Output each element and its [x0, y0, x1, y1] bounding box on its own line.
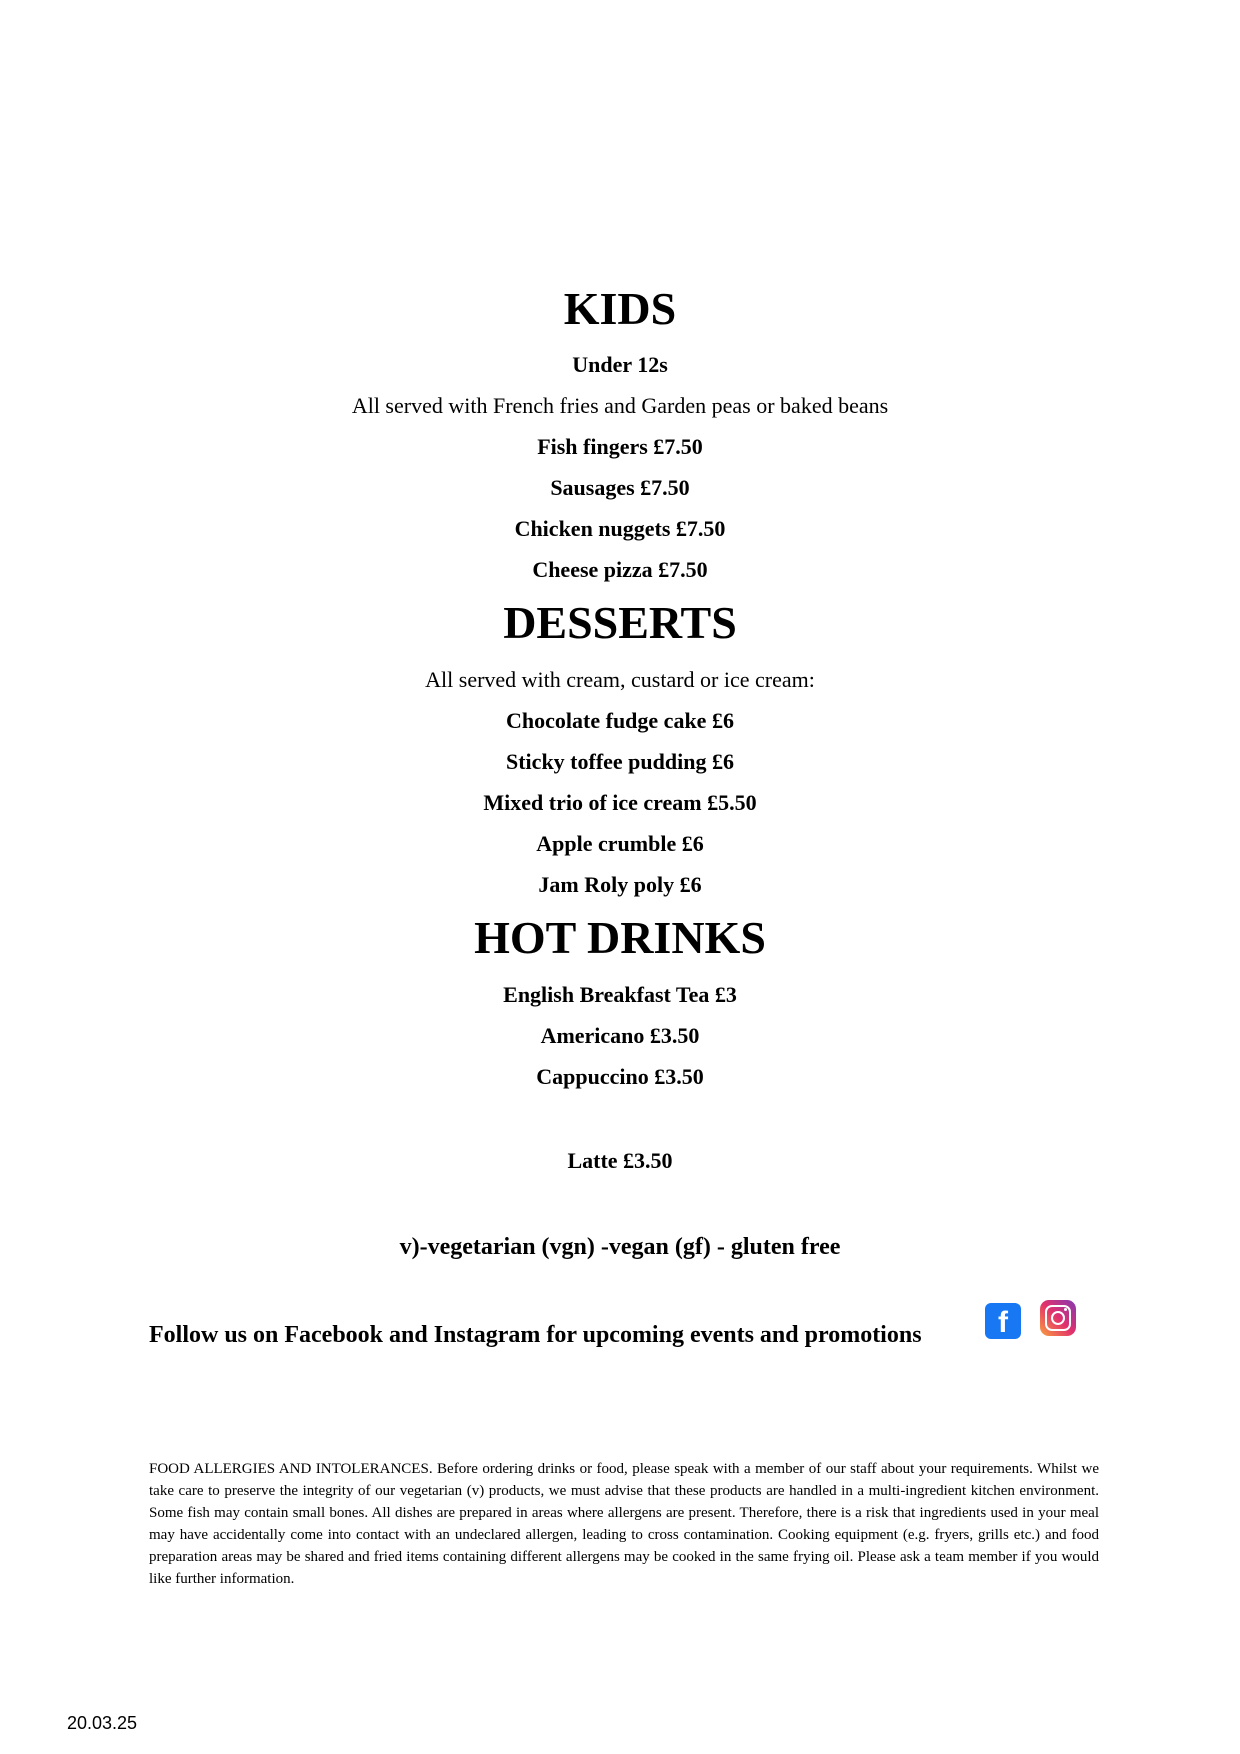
facebook-icon[interactable]: f [985, 1303, 1021, 1339]
menu-item: Fish fingers £7.50 [537, 434, 703, 459]
dietary-legend: v)-vegetarian (vgn) -vegan (gf) - gluten free [399, 1234, 841, 1260]
menu-item: English Breakfast Tea £3 [503, 982, 737, 1007]
menu-item: Cheese pizza £7.50 [532, 557, 708, 582]
menu-item: Sausages £7.50 [550, 475, 690, 500]
menu-date: 20.03.25 [67, 1713, 138, 1733]
kids-subtitle: Under 12s [572, 352, 668, 377]
kids-note: All served with French fries and Garden peas or baked beans [351, 393, 889, 418]
instagram-icon[interactable] [1040, 1300, 1076, 1336]
hot-drinks-heading: HOT DRINKS [474, 912, 766, 963]
menu-item: Sticky toffee pudding £6 [506, 749, 734, 774]
menu-item: Apple crumble £6 [536, 831, 704, 856]
menu-item: Americano £3.50 [540, 1023, 700, 1048]
menu-item: Chocolate fudge cake £6 [506, 708, 734, 733]
follow-us-text: Follow us on Facebook and Instagram for upcoming events and promotions [149, 1322, 922, 1348]
menu-item: Chicken nuggets £7.50 [514, 516, 726, 541]
menu-item: Cappuccino £3.50 [536, 1064, 704, 1089]
kids-heading: KIDS [563, 283, 677, 334]
allergy-notice: FOOD ALLERGIES AND INTOLERANCES. Before ordering drinks or food, please speak with a member of our staff about your requirements. Whilst we take care to preserve the integrity of our vegetarian (v) products, we must advise that these products are handled in a multi-ingredient kitchen environment. Some fish may contain small bones. All dishes are prepared in areas where allergens are present. Therefore, there is a risk that ingredients used in your meal may have accidentally come into contact with an undeclared allergen, leading to cross contamination. Cooking equipment (e.g. fryers, grills etc.) and food preparation areas may be shared and fried items containing different allergens may be cooked in the same frying oil. Please ask a team member if you would like further information. [149, 1461, 1099, 1587]
menu-item: Jam Roly poly £6 [538, 872, 702, 897]
desserts-heading: DESSERTS [503, 597, 737, 648]
menu-item: Mixed trio of ice cream £5.50 [483, 790, 757, 815]
menu-item: Latte £3.50 [567, 1148, 673, 1173]
desserts-note: All served with cream, custard or ice cream: [425, 667, 815, 692]
